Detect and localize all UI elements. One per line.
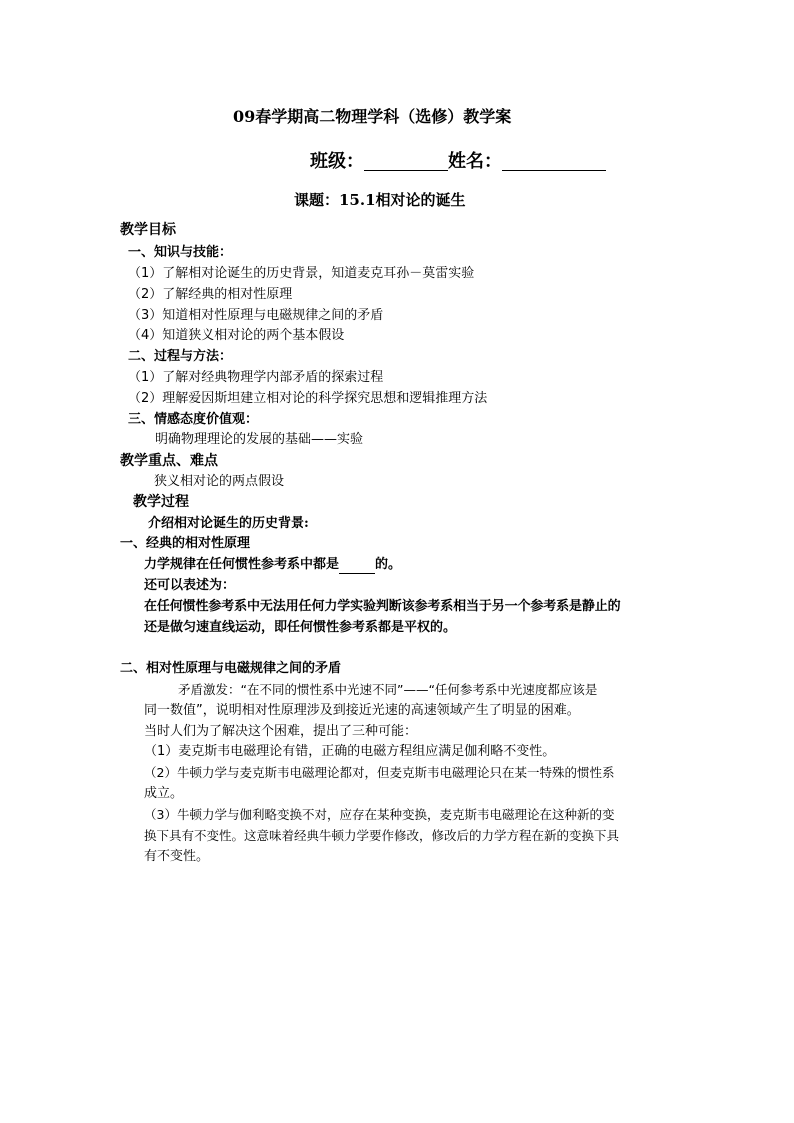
document-title: 09春学期高二物理学科（选修）教学案: [233, 107, 512, 126]
section2-line: 成立。: [144, 786, 184, 801]
name-label: 姓名：: [448, 151, 502, 172]
section1-line1-a: 力学规律在任何惯性参考系中都是: [144, 557, 340, 572]
history-intro: 介绍相对论诞生的历史背景:: [148, 516, 309, 531]
section2-line: （2）牛顿力学与麦克斯韦电磁理论都对，但麦克斯韦电磁理论只在某一特殊的惯性系: [144, 765, 615, 780]
section1-line: 在任何惯性参考系中无法用任何力学实验判断该参考系相当于另一个参考系是静止的: [144, 599, 621, 614]
key-points-heading: 教学重点、难点: [120, 453, 218, 469]
class-name-line: [310, 150, 606, 171]
process-item: （2）理解爱因斯坦建立相对论的科学探究思想和逻辑推理方法: [128, 391, 488, 406]
fill-in-blank: [339, 558, 375, 574]
section1-line1-b: 的。: [375, 557, 402, 572]
lesson-topic: 课题：15.1相对论的诞生: [294, 191, 466, 209]
class-label: 班级：: [310, 151, 364, 172]
emotion-text: 明确物理理论的发展的基础——实验: [155, 432, 364, 447]
section1-heading: 一、经典的相对性原理: [120, 536, 251, 551]
key-points-text: 狭义相对论的两点假设: [154, 474, 285, 489]
section2-line: 当时人们为了解决这个困难，提出了三种可能：: [144, 724, 418, 739]
section1-line: [144, 556, 401, 574]
section2-line: 有不变性。: [144, 849, 210, 864]
knowledge-item: （3）知道相对性原理与电磁规律之间的矛盾: [128, 308, 384, 323]
section2-line: 矛盾激发：“在不同的惯性系中光速不同”——“任何参考系中光速度都应该是: [178, 682, 598, 697]
process-item: （1）了解对经典物理学内部矛盾的探索过程: [128, 370, 384, 385]
section1-line: 还是做匀速直线运动，即任何惯性参考系都是平权的。: [144, 620, 457, 635]
process-heading: 二、过程与方法：: [128, 349, 233, 364]
knowledge-item: （2）了解经典的相对性原理: [128, 287, 293, 302]
section2-line: （1）麦克斯韦电磁理论有错，正确的电磁方程组应满足伽利略不变性。: [144, 744, 556, 759]
goals-heading: 教学目标: [120, 222, 176, 238]
class-blank: [364, 150, 448, 171]
process-section-heading: 教学过程: [133, 494, 189, 510]
section2-line: （3）牛顿力学与伽利略变换不对，应存在某种变换，麦克斯韦电磁理论在这种新的变: [144, 807, 615, 822]
section2-line: 换下具有不变性。这意味着经典牛顿力学要作修改，修改后的力学方程在新的变换下具: [144, 828, 620, 843]
section2-line: 同一数值”，说明相对性原理涉及到接近光速的高速领域产生了明显的困难。: [144, 703, 580, 718]
name-blank: [502, 150, 606, 171]
knowledge-heading: 一、知识与技能：: [128, 245, 233, 260]
knowledge-item: （1）了解相对论诞生的历史背景，知道麦克耳孙－莫雷实验: [128, 266, 475, 281]
knowledge-item: （4）知道狭义相对论的两个基本假设: [128, 328, 345, 343]
section1-line: 还可以表述为：: [144, 578, 236, 593]
section2-heading: 二、相对性原理与电磁规律之间的矛盾: [120, 661, 342, 676]
emotion-heading: 三、情感态度价值观：: [128, 412, 259, 427]
